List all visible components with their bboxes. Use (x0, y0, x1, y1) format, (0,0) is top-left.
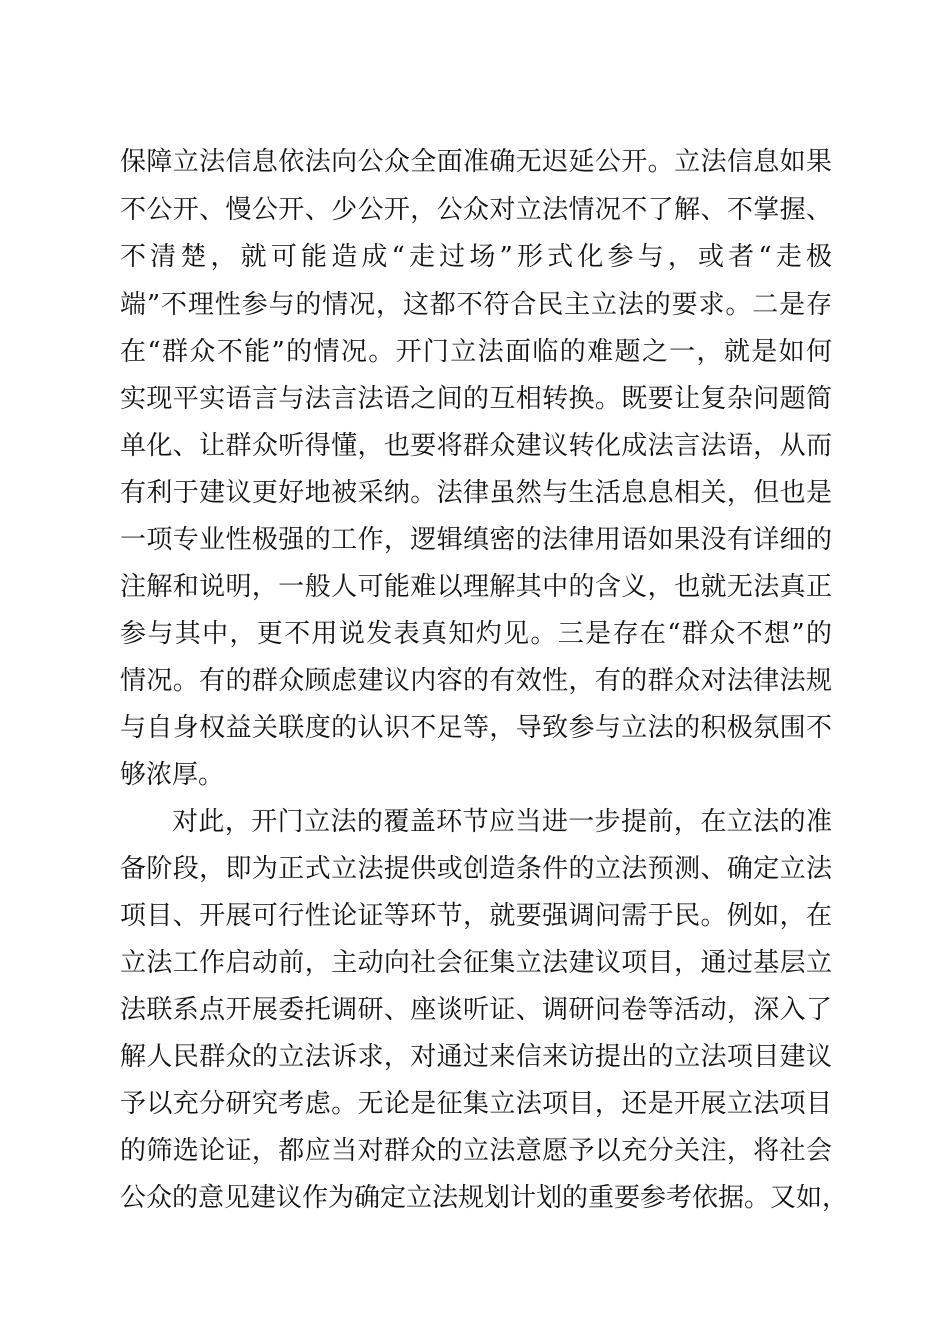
paragraph-line: 法联系点开展委托调研、座谈听证、调研问卷等活动，深入了 (120, 995, 832, 1025)
paragraph-line: 一项专业性极强的工作，逻辑缜密的法律用语如果没有详细的 (120, 525, 832, 555)
paragraph-line: 够浓厚。 (120, 760, 225, 790)
paragraph-line: 不清楚，就可能造成“走过场”形式化参与，或者“走极 (120, 242, 832, 272)
paragraph-line: 注解和说明，一般人可能难以理解其中的含义，也就无法真正 (120, 572, 832, 602)
paragraph-line: 立法工作启动前，主动向社会征集立法建议项目，通过基层立 (120, 948, 832, 978)
paragraph-line: 不公开、慢公开、少公开，公众对立法情况不了解、不掌握、 (120, 195, 832, 225)
paragraph-line: 解人民群众的立法诉求，对通过来信来访提出的立法项目建议 (120, 1042, 832, 1072)
paragraph-line: 公众的意见建议作为确定立法规划计划的重要参考依据。又如， (120, 1183, 849, 1213)
paragraph-line: 与自身权益关联度的认识不足等，导致参与立法的积极氛围不 (120, 713, 832, 743)
paragraph-line: 参与其中，更不用说发表真知灼见。三是存在“群众不想”的 (120, 619, 832, 649)
paragraph-line: 对此，开门立法的覆盖环节应当进一步提前，在立法的准 (172, 807, 832, 837)
paragraph-line: 项目、开展可行性论证等环节，就要强调问需于民。例如，在 (120, 901, 832, 931)
paragraph-line: 情况。有的群众顾虑建议内容的有效性，有的群众对法律法规 (120, 666, 832, 696)
paragraph-line: 备阶段，即为正式立法提供或创造条件的立法预测、确定立法 (120, 854, 832, 884)
paragraph-line: 的筛选论证，都应当对群众的立法意愿予以充分关注，将社会 (120, 1136, 832, 1166)
paragraph-line: 单化、让群众听得懂，也要将群众建议转化成法言法语，从而 (120, 431, 832, 461)
paragraph-line: 端”不理性参与的情况，这都不符合民主立法的要求。二是存 (120, 290, 832, 320)
paragraph-line: 予以充分研究考虑。无论是征集立法项目，还是开展立法项目 (120, 1089, 832, 1119)
paragraph-line: 在“群众不能”的情况。开门立法面临的难题之一，就是如何 (120, 337, 832, 367)
paragraph-line: 实现平实语言与法言法语之间的互相转换。既要让复杂问题简 (120, 384, 832, 414)
paragraph-line: 保障立法信息依法向公众全面准确无迟延公开。立法信息如果 (120, 147, 832, 177)
paragraph-line: 有利于建议更好地被采纳。法律虽然与生活息息相关，但也是 (120, 478, 832, 508)
